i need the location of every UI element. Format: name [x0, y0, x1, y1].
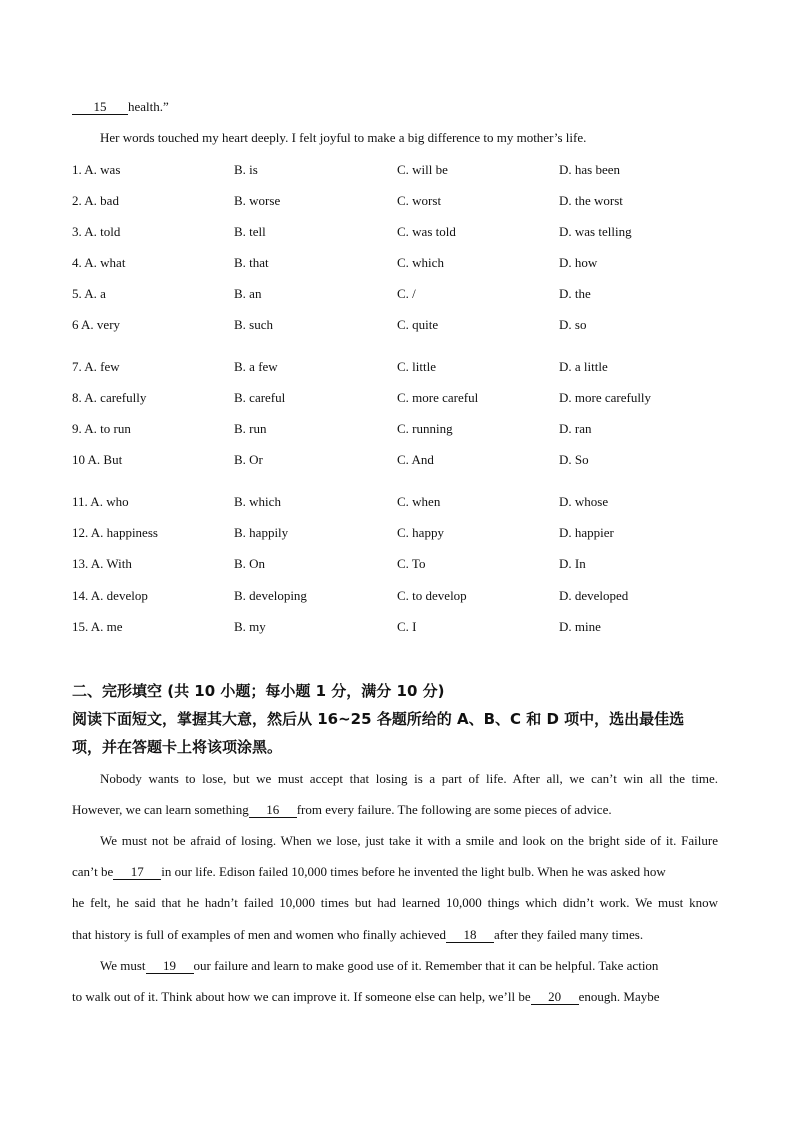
blank-20: 20 [531, 990, 579, 1005]
passage-line: We must not be afraid of losing. When we lose, just take it with a smile and look on the bright side of it. Failure [100, 833, 718, 848]
passage-text: We must [100, 958, 146, 973]
option-c: C. And [397, 452, 434, 467]
option-row [72, 224, 732, 240]
option-d: D. has been [559, 162, 621, 177]
option-row [72, 619, 732, 635]
blank-15: 15 [72, 100, 128, 115]
option-a: 3. A. told [72, 224, 121, 239]
option-row [72, 494, 732, 510]
option-a: 14. A. develop [72, 588, 148, 603]
option-b: B. an [234, 286, 262, 301]
option-d: D. how [559, 255, 598, 270]
option-b: B. happily [234, 525, 289, 540]
passage-text: to walk out of it. Think about how we can improve it. If someone else can help, we’ll be [72, 989, 531, 1004]
option-b: B. On [234, 556, 266, 571]
passage-line [72, 989, 660, 1005]
option-a: 1. A. was [72, 162, 121, 177]
option-a: 6 A. very [72, 317, 121, 332]
option-row [72, 359, 732, 375]
blank-17: 17 [113, 865, 161, 880]
option-d: D. So [559, 452, 589, 467]
option-row [72, 452, 732, 468]
option-a: 10 A. But [72, 452, 123, 467]
option-d: D. more carefully [559, 390, 652, 405]
option-c: C. was told [397, 224, 456, 239]
option-c: C. / [397, 286, 416, 301]
section-instruction-1: 阅读下面短文，掌握其大意，然后从 16~25 各题所给的 A、B、C 和 D 项中，选出最佳选 [72, 710, 685, 728]
option-c: C. happy [397, 525, 444, 540]
option-b: B. worse [234, 193, 281, 208]
option-a: 12. A. happiness [72, 525, 158, 540]
passage-line [100, 958, 658, 974]
option-b: B. which [234, 494, 281, 509]
option-row [72, 421, 732, 437]
option-d: D. ran [559, 421, 592, 436]
option-c: C. little [397, 359, 436, 374]
passage-text: enough. Maybe [578, 989, 660, 1004]
option-row [72, 556, 732, 572]
blank-19: 19 [146, 959, 194, 974]
option-a: 4. A. what [72, 255, 126, 270]
option-d: D. so [559, 317, 587, 332]
option-d: D. the worst [559, 193, 623, 208]
option-a: 15. A. me [72, 619, 123, 634]
option-d: D. In [559, 556, 586, 571]
option-a: 9. A. to run [72, 421, 131, 436]
passage-line: Nobody wants to lose, but we must accept that losing is a part of life. After all, we can’t win all the time. [100, 771, 718, 786]
option-b: B. my [234, 619, 266, 634]
option-a: 8. A. carefully [72, 390, 147, 405]
intro-line-1 [72, 99, 169, 115]
passage-line [72, 927, 643, 943]
option-row [72, 317, 732, 333]
option-c: C. running [397, 421, 453, 436]
passage-text: in our life. Edison failed 10,000 times before he invented the light bulb. When he was asked how [161, 864, 666, 879]
passage-text: However, we can learn something [72, 802, 249, 817]
section-title: 二、完形填空 (共 10 小题；每小题 1 分，满分 10 分) [72, 682, 445, 700]
option-c: C. when [397, 494, 441, 509]
option-row [72, 193, 732, 209]
option-a: 11. A. who [72, 494, 129, 509]
option-b: B. is [234, 162, 258, 177]
passage-text: from every failure. The following are some pieces of advice. [296, 802, 612, 817]
option-a: 2. A. bad [72, 193, 119, 208]
intro-text: health.” [128, 99, 169, 114]
option-d: D. was telling [559, 224, 632, 239]
passage-text: our failure and learn to make good use of it. Remember that it can be helpful. Take action [193, 958, 659, 973]
passage-line [72, 802, 612, 818]
option-d: D. the [559, 286, 591, 301]
section-instruction-2: 项，并在答题卡上将该项涂黑。 [72, 738, 283, 756]
option-a: 5. A. a [72, 286, 106, 301]
option-row [72, 286, 732, 302]
option-c: C. To [397, 556, 426, 571]
option-c: C. which [397, 255, 444, 270]
passage-text: after they failed many times. [494, 927, 644, 942]
option-c: C. quite [397, 317, 439, 332]
option-b: B. careful [234, 390, 286, 405]
option-b: B. a few [234, 359, 278, 374]
option-row [72, 255, 732, 271]
option-d: D. whose [559, 494, 609, 509]
option-d: D. happier [559, 525, 614, 540]
passage-text: that history is full of examples of men and women who finally achieved [72, 927, 447, 942]
option-c: C. worst [397, 193, 442, 208]
blank-16: 16 [249, 803, 297, 818]
option-a: 13. A. With [72, 556, 132, 571]
passage-line: he felt, he said that he hadn’t failed 10,000 times but had learned 10,000 things which didn’t work. We must know [72, 895, 718, 910]
option-b: B. that [234, 255, 269, 270]
option-a: 7. A. few [72, 359, 120, 374]
option-row [72, 525, 732, 541]
option-c: C. I [397, 619, 417, 634]
option-b: B. such [234, 317, 273, 332]
intro-line-2: Her words touched my heart deeply. I felt joyful to make a big difference to my mother’s life. [100, 130, 587, 145]
option-b: B. run [234, 421, 267, 436]
option-row [72, 390, 732, 406]
option-b: B. Or [234, 452, 263, 467]
option-row [72, 162, 732, 178]
passage-line [72, 864, 666, 880]
blank-18: 18 [446, 928, 494, 943]
option-row [72, 588, 732, 604]
option-d: D. a little [559, 359, 608, 374]
option-b: B. developing [234, 588, 307, 603]
option-c: C. more careful [397, 390, 479, 405]
option-c: C. to develop [397, 588, 467, 603]
option-d: D. mine [559, 619, 601, 634]
option-c: C. will be [397, 162, 448, 177]
option-d: D. developed [559, 588, 629, 603]
option-b: B. tell [234, 224, 266, 239]
passage-text: can’t be [72, 864, 114, 879]
